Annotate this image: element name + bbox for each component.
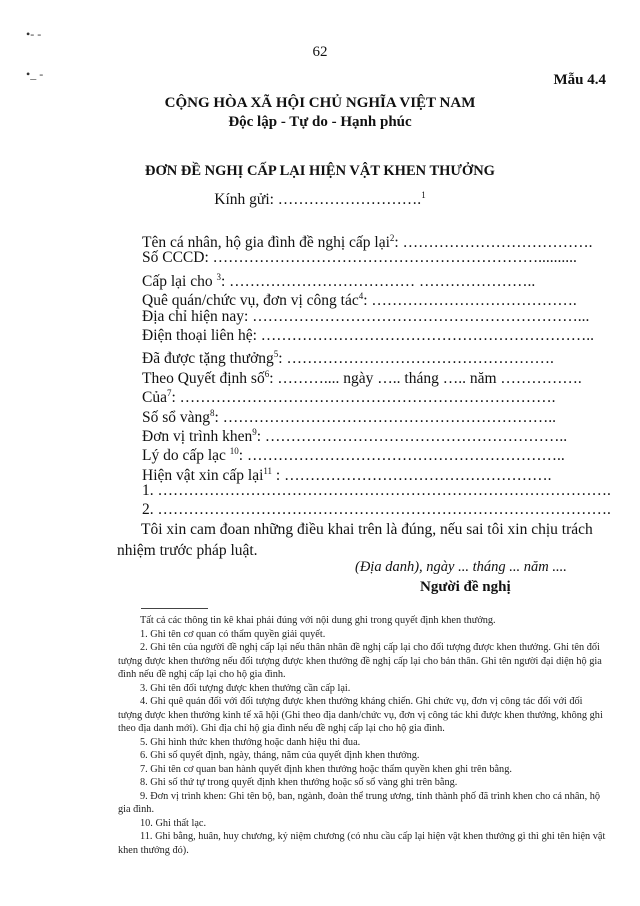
- addressee-line: [0, 190, 640, 209]
- field-blank: : ………………………………….: [363, 292, 577, 310]
- footnotes: [118, 614, 608, 857]
- footnote-item: 2. Ghi tên của người đề nghị cấp lại nếu thân nhân đề nghị cấp lại cho đối tượng được khen thưởng. Ghi tên đối tượng được khen thưởng nếu đối tượng được khen thưởng đề nghị cấp lại cho bản thân. Ghi tên người đại diện hộ gia đình nếu đề nghị cấp lại cho hộ gia đình.: [118, 642, 602, 680]
- form-field: [142, 268, 602, 290]
- field-blank: : …………………………………………….: [272, 466, 552, 484]
- form-code: Mẫu 4.4: [553, 72, 606, 88]
- field-label: Số CCCD: ………………………………………………………..........: [142, 249, 577, 267]
- field-blank: : ……………………………………………………………….: [171, 389, 556, 407]
- addressee-text: Kính gửi: ……………………….: [214, 191, 422, 209]
- field-blank: : ……………………………………………………..: [238, 447, 565, 465]
- form-field: [142, 481, 611, 500]
- field-label: Của: [142, 389, 167, 407]
- footnote-item: 1. Ghi tên cơ quan có thẩm quyền giải quyết.: [140, 628, 326, 640]
- field-label: Cấp lại cho: [142, 272, 217, 290]
- national-motto: Độc lập - Tự do - Hạnh phúc: [228, 114, 412, 130]
- field-label: Địa chỉ hiện nay: ………………………………………………………...: [142, 307, 590, 325]
- form-title: ĐƠN ĐỀ NGHỊ CẤP LẠI HIỆN VẬT KHEN THƯỞNG: [145, 163, 495, 179]
- footnote-ref: 9: [252, 426, 257, 437]
- footnote-item: 5. Ghi hình thức khen thưởng hoặc danh hiệu thi đua.: [140, 736, 361, 748]
- field-blank: : ……………………………….: [394, 234, 593, 252]
- footnote-item: 6. Ghi số quyết định, ngày, tháng, năm của quyết định khen thưởng.: [140, 750, 420, 761]
- form-field: [142, 229, 602, 252]
- footnote-ref: 2: [389, 233, 395, 243]
- form-field: [142, 462, 602, 484]
- field-blank: : …………………………………………….: [278, 350, 554, 368]
- field-label: Điện thoại liên hệ: ………………………………………………………..: [142, 326, 595, 344]
- form-field: [142, 345, 602, 368]
- footnote-divider: [141, 608, 208, 609]
- footnote-ref: 3: [216, 271, 221, 282]
- place-date-line: (Địa danh), ngày ... tháng ... năm ....: [355, 559, 567, 575]
- national-title: CỘNG HÒA XÃ HỘI CHỦ NGHĨA VIỆT NAM: [164, 95, 476, 111]
- field-blank: : ……………………………… …………………..: [220, 272, 536, 290]
- form-field: [142, 500, 611, 519]
- footnote-ref: 6: [264, 368, 270, 379]
- form-field: [142, 287, 602, 310]
- footnote-item: 10. Ghi thất lạc.: [140, 817, 207, 829]
- scan-mark: •_ -: [26, 67, 44, 81]
- field-blank: : ………………………………………………………..: [214, 408, 556, 426]
- form-field: [142, 423, 602, 446]
- footnote-ref: 7: [166, 388, 172, 399]
- form-field: [142, 307, 602, 326]
- form-field: [142, 404, 602, 426]
- footnote-item: Tất cả các thông tin kê khai phải đúng với nội dung ghi trong quyết định khen thưởng.: [140, 615, 496, 626]
- footnote-item: 3. Ghi tên đối tượng được khen thưởng cần cấp lại.: [140, 682, 351, 694]
- footnote-item: 7. Ghi tên cơ quan ban hành quyết định khen thưởng hoặc thẩm quyền khen ghi trên bằng.: [140, 763, 512, 775]
- field-label: Lý do cấp lạc: [142, 447, 230, 465]
- footnote-ref: 4: [358, 291, 364, 302]
- footnote-item: 9. Đơn vị trình khen: Ghi tên bộ, ban, ngành, đoàn thể trung ương, tỉnh thành phố đã trình khen cho cá nhân, hộ gia đình.: [118, 790, 601, 815]
- footnote-item: 4. Ghi quê quán đối với đối tượng được khen thưởng kháng chiến. Ghi chức vụ, đơn vị công tác đối với đối tượng được khen thưởng kinh tế xã hội (Ghi theo địa danh/chức vụ, đơn vị công tác khi được khen thưởng, không ghi theo địa danh mới). Ghi địa chỉ hộ gia đình nếu đề nghị cấp lại cho hộ gia đình.: [118, 696, 603, 734]
- form-field: [142, 248, 602, 267]
- footnote-ref: 8: [210, 407, 215, 418]
- field-label: Đơn vị trình khen: [142, 428, 253, 446]
- field-label: 2. …………………………………………………………………………….: [142, 501, 611, 519]
- page-number: 62: [312, 44, 328, 60]
- footnote-ref: 5: [273, 349, 279, 360]
- form-field: [142, 384, 602, 407]
- footnote-ref: 11: [263, 465, 273, 476]
- form-field: [142, 442, 602, 465]
- scan-mark: •- -: [26, 27, 42, 41]
- footnote-ref: 1: [421, 190, 426, 200]
- field-blank: : …………………………………………………..: [256, 428, 568, 446]
- field-label: Hiện vật xin cấp lại: [142, 466, 264, 484]
- footnote-item: 8. Ghi số thứ tự trong quyết định khen thưởng hoặc số sổ vàng ghi trên bằng.: [140, 777, 458, 788]
- field-label: Theo Quyết định số: [142, 369, 265, 387]
- form-field: [142, 365, 602, 387]
- field-label: 1. …………………………………………………………………………….: [142, 482, 611, 500]
- field-label: Số sổ vàng: [142, 408, 211, 426]
- commitment-statement: Tôi xin cam đoan những điều khai trên là đúng, nếu sai tôi xin chịu trách nhiệm trước pháp luật.: [117, 521, 593, 559]
- field-label: Quê quán/chức vụ, đơn vị công tác: [142, 292, 359, 310]
- footnote-item: 11. Ghi bằng, huân, huy chương, kỷ niệm chương (có nhu cầu cấp lại hiện vật khen thưởng gì thì ghi tên hiện vật khen thưởng đó).: [118, 831, 606, 856]
- field-label: Tên cá nhân, hộ gia đình đề nghị cấp lại: [142, 234, 390, 252]
- signer-title: Người đề nghị: [420, 579, 511, 595]
- form-fields: [142, 229, 611, 520]
- footnote-ref: 10: [229, 446, 239, 457]
- field-label: Đã được tặng thưởng: [142, 350, 274, 368]
- field-blank: : ……….... ngày ….. tháng ….. năm …………….: [269, 369, 582, 387]
- form-field: [142, 326, 602, 345]
